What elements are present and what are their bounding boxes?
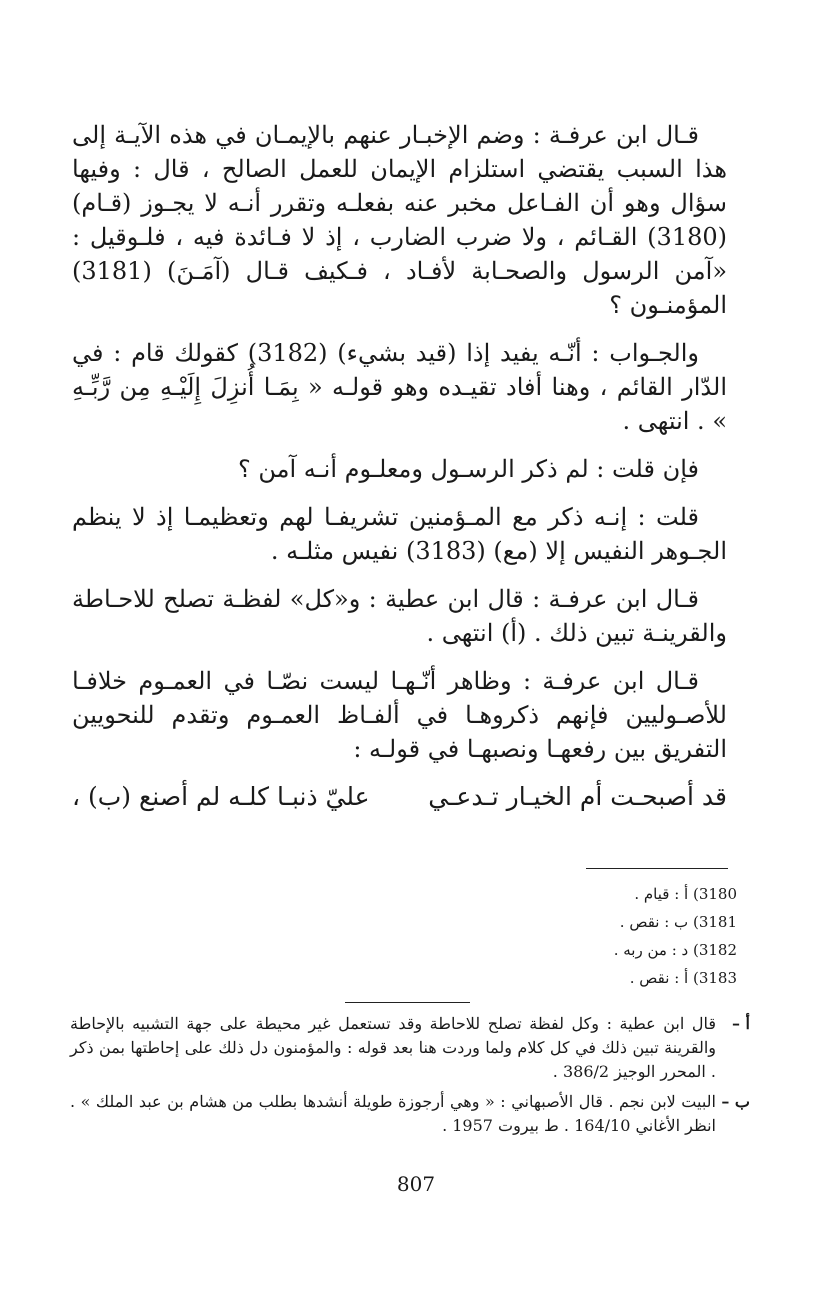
variant-note: 3182) د : من ربه . [613,941,737,959]
footnote-text: البيت لابن نجم . قال الأصبهاني : « وهي أرجوزة طويلة أنشدها بطلب من هشام بن عبد الملك » . انظر الأغاني 164/10 . ط بيروت 1957 . [70,1092,716,1135]
footnotes [70,1012,750,1144]
footnote-marker: أ – [731,1014,750,1033]
variant-note: 3180) أ : قيام . [634,885,737,903]
footnote-separator-top [586,868,728,869]
paragraph-5: قـال ابن عرفـة : قال ابن عطية : و«كل» لفظـة تصلح للاحـاطة والقرينـة تبين ذلك . (أ) انتهى . [72,585,727,647]
manuscript-variants [457,880,737,992]
paragraph-2: والجـواب : أنّـه يفيد إذا (قيد بشيء) (3182) كقولك قام : في الدّار القائم ، وهنا أفاد تقيـده وهو قولـه « بِمَـا أُنزِلَ إِلَيْـهِ مِن رَّبِّـهِ » . انتهى . [72,339,727,435]
poetry-verse [72,780,727,814]
variant-note: 3183) أ : نقص . [629,969,737,987]
footnote-a [70,1012,750,1084]
paragraph-6: قـال ابن عرفـة : وظاهر أنّـهـا ليست نصّـا في العمـوم خلافـا للأصـوليين فإنهم ذكروهـا في ألفـاظ العمـوم وتقدم للنحويين التفريق بين رفعهـا ونصبهـا في قولـه : [72,667,727,763]
variant-note: 3181) ب : نقص . [619,913,737,931]
paragraph-1: قـال ابن عرفـة : وضم الإخبـار عنهم بالإيمـان في هذه الآيـة إلى هذا السبب يقتضي استلزام الإيمان للعمل الصالح ، قال : وفيها سؤال وهو أن الفـاعل مخبر عنه بفعلـه وتقرر أنـه لا يجـوز (قـام) (3180) القـائم ، ولا ضرب الضارب ، إذ لا فـائدة فيه ، فلـوقيل : «آمن الرسول والصحـابة لأفـاد ، فـكيف قـال (آمَـنَ) (3181) المؤمنـون ؟ [72,121,727,319]
verse-second-hemistich: عليّ ذنبـا كلـه لم أصنع (ب) ، [72,782,370,811]
paragraph-3: فإن قلت : لم ذكر الرسـول ومعلـوم أنـه آمن ؟ [237,455,699,483]
verse-first-hemistich: قد أصبحـت أم الخيـار تـدعـي [428,782,727,811]
main-text [72,118,727,814]
footnote-marker: ب – [721,1092,750,1111]
footnote-text: قال ابن عطية : وكل لفظة تصلح للاحاطة وقد تستعمل غير محيطة على جهة التشبيه بالإحاطة والقرينة تبين ذلك في كل كلام ولما وردت هنا بعد قوله : والمؤمنون دل ذلك على إحاطتها بمن ذكر . المحرر الوجيز 386/2 . [70,1014,716,1081]
footnote-separator-mid [345,1002,470,1003]
paragraph-4: قلت : إنـه ذكر مع المـؤمنين تشريفـا لهم وتعظيمـا إذ لا ينظم الجـوهر النفيس إلا (مع) (3183) نفيس مثلـه . [72,503,727,565]
footnote-b [70,1090,750,1138]
page-number: 807 [396,1172,436,1196]
